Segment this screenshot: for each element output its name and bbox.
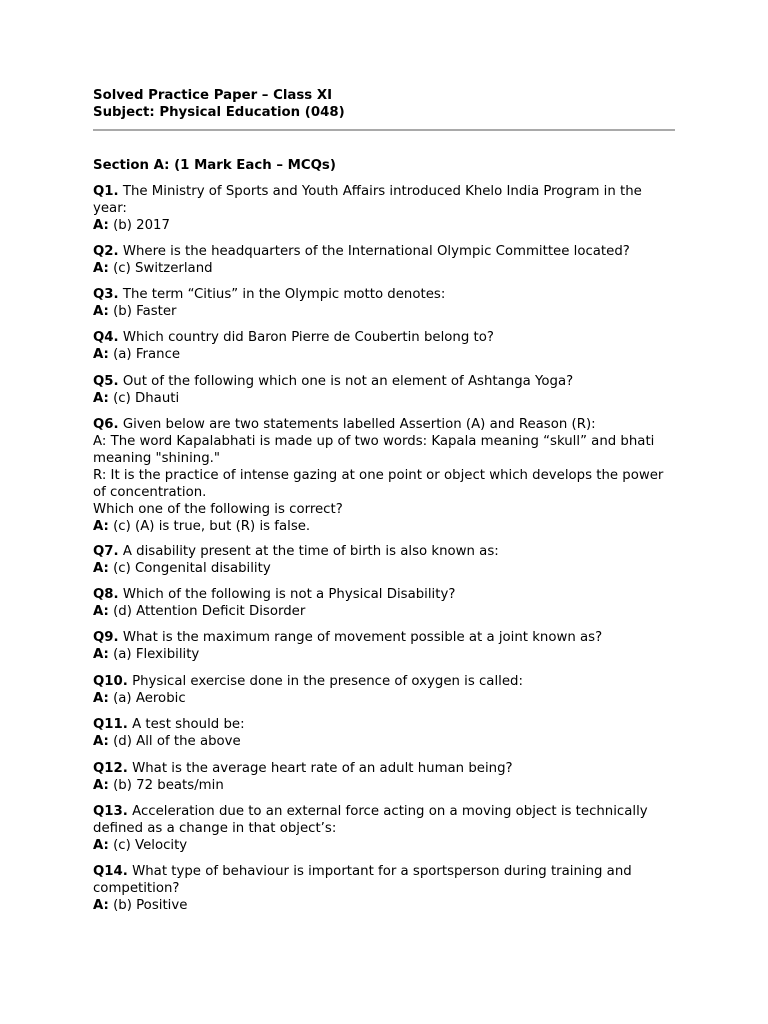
answer-text: (c) (A) is true, but (R) is false. <box>113 519 311 534</box>
question-text: Q9. What is the maximum range of movement possible at a joint known as? <box>93 630 603 645</box>
question-number: Q13. <box>93 804 128 819</box>
question-text: Q2. Where is the headquarters of the International Olympic Committee located? <box>93 244 630 259</box>
question-text: Q11. A test should be: <box>93 717 245 732</box>
answer-text: (a) Aerobic <box>113 691 186 706</box>
header-divider <box>93 129 675 131</box>
question-item <box>93 760 675 794</box>
question-text: Q10. Physical exercise done in the presence of oxygen is called: <box>93 674 523 689</box>
answer-label: A: <box>93 261 109 276</box>
answer-line <box>93 733 675 750</box>
question-item <box>93 183 675 234</box>
answer-text: (d) All of the above <box>113 734 241 749</box>
question-number: Q6. <box>93 417 119 432</box>
question-number: Q1. <box>93 184 119 199</box>
answer-label: A: <box>93 304 109 319</box>
answer-text: (b) Positive <box>113 898 188 913</box>
question-text: Q6. Given below are two statements labelled Assertion (A) and Reason (R): <box>93 417 596 432</box>
answer-label: A: <box>93 519 109 534</box>
question-number: Q7. <box>93 544 119 559</box>
question-number: Q12. <box>93 761 128 776</box>
section-title: Section A: (1 Mark Each – MCQs) <box>93 158 336 173</box>
answer-label: A: <box>93 647 109 662</box>
answer-label: A: <box>93 561 109 576</box>
answer-text: (b) 72 beats/min <box>113 778 224 793</box>
question-text: Q5. Out of the following which one is not an element of Ashtanga Yoga? <box>93 374 574 389</box>
answer-line <box>93 603 675 620</box>
answer-label: A: <box>93 734 109 749</box>
answer-line <box>93 217 675 234</box>
assertion-statement: A: The word Kapalabhati is made up of two words: Kapala meaning “skull” and bhati meaning "shining." <box>93 434 655 466</box>
answer-line <box>93 777 675 794</box>
question-item <box>93 329 675 363</box>
answer-line <box>93 390 675 407</box>
answer-text: (b) Faster <box>113 304 177 319</box>
question-item <box>93 416 675 535</box>
question-item <box>93 673 675 707</box>
question-item <box>93 543 675 577</box>
answer-label: A: <box>93 898 109 913</box>
question-number: Q10. <box>93 674 128 689</box>
question-item <box>93 716 675 750</box>
answer-line <box>93 690 675 707</box>
answer-label: A: <box>93 604 109 619</box>
paper-title: Solved Practice Paper – Class XI <box>93 88 333 103</box>
answer-line <box>93 646 675 663</box>
answer-label: A: <box>93 391 109 406</box>
answer-line <box>93 260 675 277</box>
question-item <box>93 629 675 663</box>
answer-label: A: <box>93 691 109 706</box>
question-number: Q11. <box>93 717 128 732</box>
question-text: Q3. The term “Citius” in the Olympic motto denotes: <box>93 287 446 302</box>
answer-text: (c) Dhauti <box>113 391 180 406</box>
question-text: Q14. What type of behaviour is important for a sportsperson during training and competition? <box>93 864 632 896</box>
answer-line <box>93 518 675 535</box>
question-item <box>93 286 675 320</box>
answer-text: (d) Attention Deficit Disorder <box>113 604 306 619</box>
answer-label: A: <box>93 778 109 793</box>
answer-text: (b) 2017 <box>113 218 170 233</box>
question-text: Q8. Which of the following is not a Physical Disability? <box>93 587 456 602</box>
question-number: Q3. <box>93 287 119 302</box>
question-item <box>93 586 675 620</box>
question-text: Q1. The Ministry of Sports and Youth Affairs introduced Khelo India Program in the year: <box>93 184 642 216</box>
question-number: Q9. <box>93 630 119 645</box>
question-number: Q5. <box>93 374 119 389</box>
question-text: Q13. Acceleration due to an external force acting on a moving object is technically defined as a change in that object’s: <box>93 804 648 836</box>
question-item <box>93 803 675 854</box>
answer-text: (c) Congenital disability <box>113 561 271 576</box>
question-number: Q8. <box>93 587 119 602</box>
answer-text: (c) Switzerland <box>113 261 213 276</box>
answer-text: (a) France <box>113 347 181 362</box>
answer-line <box>93 303 675 320</box>
question-number: Q2. <box>93 244 119 259</box>
question-prompt: Which one of the following is correct? <box>93 502 343 517</box>
question-number: Q4. <box>93 330 119 345</box>
answer-line <box>93 346 675 363</box>
paper-subject: Subject: Physical Education (048) <box>93 105 345 120</box>
answer-line <box>93 837 675 854</box>
answer-line <box>93 560 675 577</box>
answer-text: (c) Velocity <box>113 838 188 853</box>
question-item <box>93 243 675 277</box>
answer-line <box>93 897 675 914</box>
question-text: Q4. Which country did Baron Pierre de Coubertin belong to? <box>93 330 494 345</box>
question-text: Q12. What is the average heart rate of an adult human being? <box>93 761 513 776</box>
question-number: Q14. <box>93 864 128 879</box>
answer-text: (a) Flexibility <box>113 647 200 662</box>
question-item <box>93 373 675 407</box>
question-text: Q7. A disability present at the time of birth is also known as: <box>93 544 499 559</box>
question-item <box>93 863 675 914</box>
paper-header <box>93 87 675 121</box>
reason-statement: R: It is the practice of intense gazing at one point or object which develops the power of concentration. <box>93 468 664 500</box>
answer-label: A: <box>93 347 109 362</box>
answer-label: A: <box>93 838 109 853</box>
answer-label: A: <box>93 218 109 233</box>
